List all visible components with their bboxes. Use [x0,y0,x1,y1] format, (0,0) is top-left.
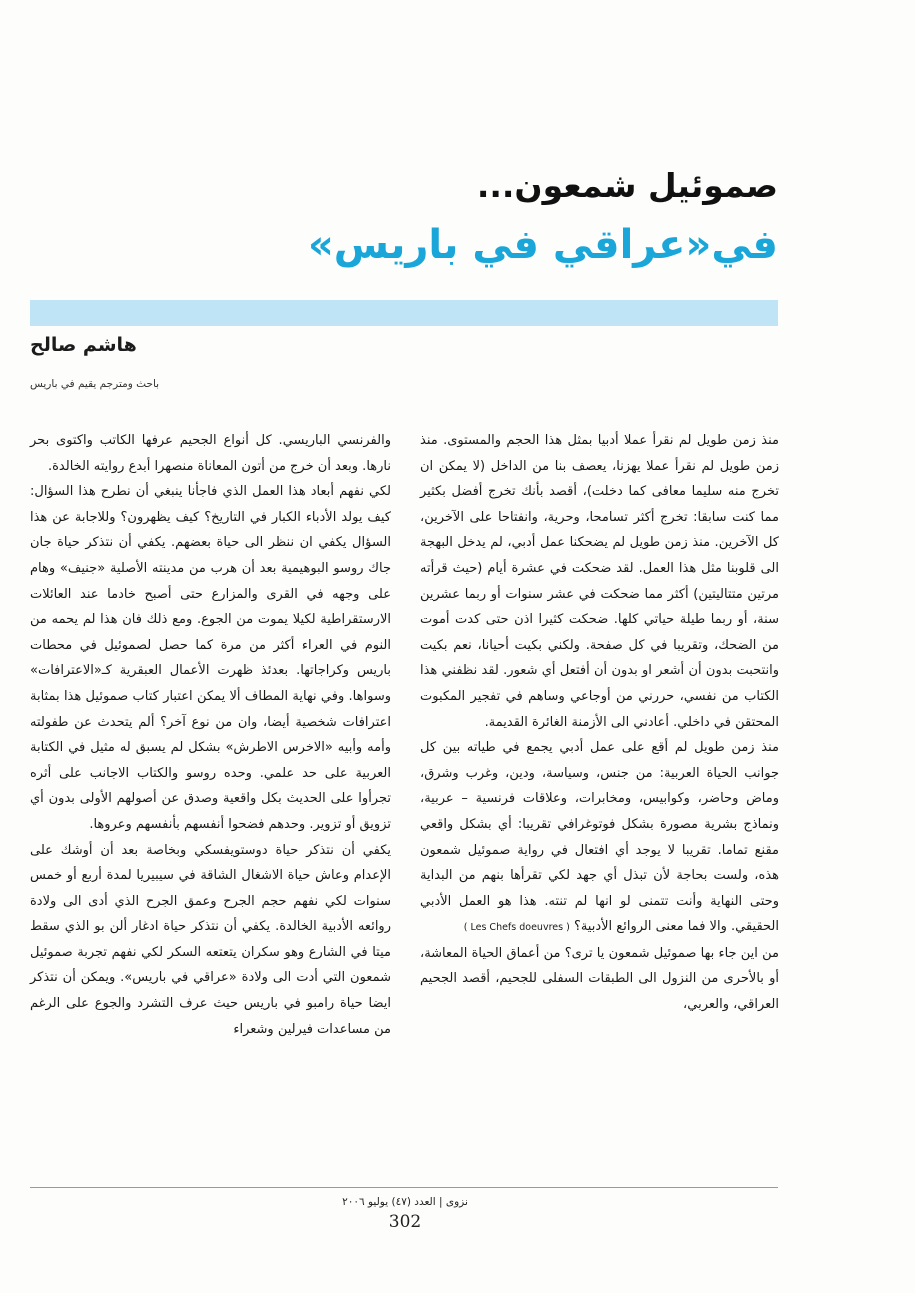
foreign-reference: ( Les Chefs doeuvres ) [463,922,570,934]
footer-divider [30,1187,778,1188]
author-bio: باحث ومترجم يقيم في باريس [30,378,160,390]
footer-issue-info: نزوى | العدد (٤٧) يوليو ٢٠٠٦ [342,1196,468,1208]
paragraph: لكي نفهم أبعاد هذا العمل الذي فاجأنا ينبغي أن نطرح هذا السؤال: كيف يولد الأدباء الكبار في التاريخ؟ كيف يظهرون؟ وللاجابة عن هذا السؤال يكفي ان ننظر الى حياة بعضهم. يكفي أن نتذكر حياة جان جاك روسو البوهيمية بعد أن هرب من مدينته الأصلية «جنيف» وهام على وجهه في القرى والمزارع حتى أصبح خادما عند العائلات الارستقراطية لكيلا يموت من الجوع. ومع ذلك فان هذا لم يحمه من النوم في العراء أكثر من مرة كما حصل لصموئيل في محطات باريس وكراجاتها. بعدئذ ظهرت الأعمال العبقرية كـ«الاعترافات» وسواها. وفي نهاية المطاف ألا يمكن اعتبار كتاب صموئيل هذا بمثابة اعترافات شخصية أيضا، وان من نوع آخر؟ ألم يتحدث عن طفولته وأمه وأبيه «الاخرس الاطرش» بشكل لم يسبق له مثيل في الكتابة العربية على حد علمي. وحده روسو والكتاب الاجانب على أثره تجرأوا على الحديث بكل واقعية وصدق عن أصولهم الأولى بدون أي تزويق أو تزوير. وحدهم فضحوا أنفسهم بأنفسهم وعروها. [30,484,391,832]
paragraph: والفرنسي الباريسي. كل أنواع الجحيم عرفها الكاتب واكتوى بحر نارها. وبعد أن خرج من أتون المعاناة منصهرا أبدع روايته الخالدة. [30,433,391,474]
body-column-right [420,428,779,1018]
article-title-line1: صموئيل شمعون... [476,166,778,205]
author-name: هاشم صالح [30,334,137,356]
article-title-line2: في«عراقي في باريس» [307,222,778,268]
page-number: 302 [388,1212,422,1232]
paragraph: من اين جاء بها صموئيل شمعون يا ترى؟ من أعماق الحياة المعاشة، أو بالأحرى من النزول الى الطبقات السفلى للجحيم، أقصد الجحيم العراقي، والعربي، [420,945,779,1013]
body-column-left [30,428,391,1042]
author-block [30,334,137,356]
title-decorative-band [30,300,778,326]
paragraph: يكفي أن نتذكر حياة دوستويفسكي وبخاصة بعد أن أوشك على الإعدام وعاش حياة الاشغال الشاقة في سيبيريا لمدة أربع أو خمس سنوات لكي نفهم حجم الجرح وعمق الجرح الذي أدى الى ولادة روائعه الأدبية الخالدة. يكفي أن نتذكر حياة ادغار ألن بو الذي سقط ميتا في الشارع وهو سكران يتعتعه السكر لكي نفهم تجربة صموئيل شمعون التي أدت الى ولادة «عراقي في باريس». ويمكن أن نتذكر ايضا حياة رامبو في باريس حيث عرف التشرد والجوع على الرغم من مساعدات فيرلين وشعراء [30,842,391,1037]
paragraph [420,735,779,941]
paragraph: منذ زمن طويل لم نقرأ عملا أدبيا بمثل هذا الحجم والمستوى. منذ زمن طويل لم نقرأ عملا يهزنا، يعصف بنا من الداخل (لا يمكن ان تخرج منه سليما معافى كما دخلت)، أقصد بأنك تخرج أفضل بكثير مما كنت سابقا: تخرج أكثر تسامحا، وحرية، وانفتاحا على الآخرين، كل الآخرين. منذ زمن طويل لم يضحكنا عمل أدبي، لم يدخل البهجة الى قلوبنا مثل هذا العمل. لقد ضحكت في عشرة أيام (حيث قرأته مرتين متتاليتين) أكثر مما ضحكت في عشر سنوات أو ربما عشرين سنة، أو ربما طيلة حياتي كلها. ضحكت كثيرا اذن حتى كدت أموت من الضحك، وتقريبا في كل صفحة. ولكني بكيت أحيانا، نعم بكيت وانتحبت بدون أن أشعر او بدون أن أفتعل أي شعور. لقد نظفني هذا الكتاب من نفسي، حررني من أوجاعي وساهم في تفجير المكبوت المحتقن في داخلي. أعادني الى الأزمنة الغائرة القديمة. [420,433,779,730]
paragraph-text: منذ زمن طويل لم أقع على عمل أدبي يجمع في طياته بين كل جوانب الحياة العربية: من جنس، وسياسة، ودين، وغرب وشرق، وماض وحاضر، وكوابيس، ومخابرات، وعلاقات فرنسية – عربية، ونماذج بشرية مصورة بشكل فوتوغرافي تقريبا: أي بشكل واقعي مقنع تماما. تقريبا لا يوجد أي افتعال في رواية صموئيل شمعون هذه، ولست بحاجة لأن تبذل أي جهد لكي تقرأها بنهم من البداية وحتى النهاية وأنت تتمنى لو انها لم تنته. هذا هو العمل الأدبي الحقيقي. والا فما معنى الروائع الأدبية؟ [420,740,779,935]
